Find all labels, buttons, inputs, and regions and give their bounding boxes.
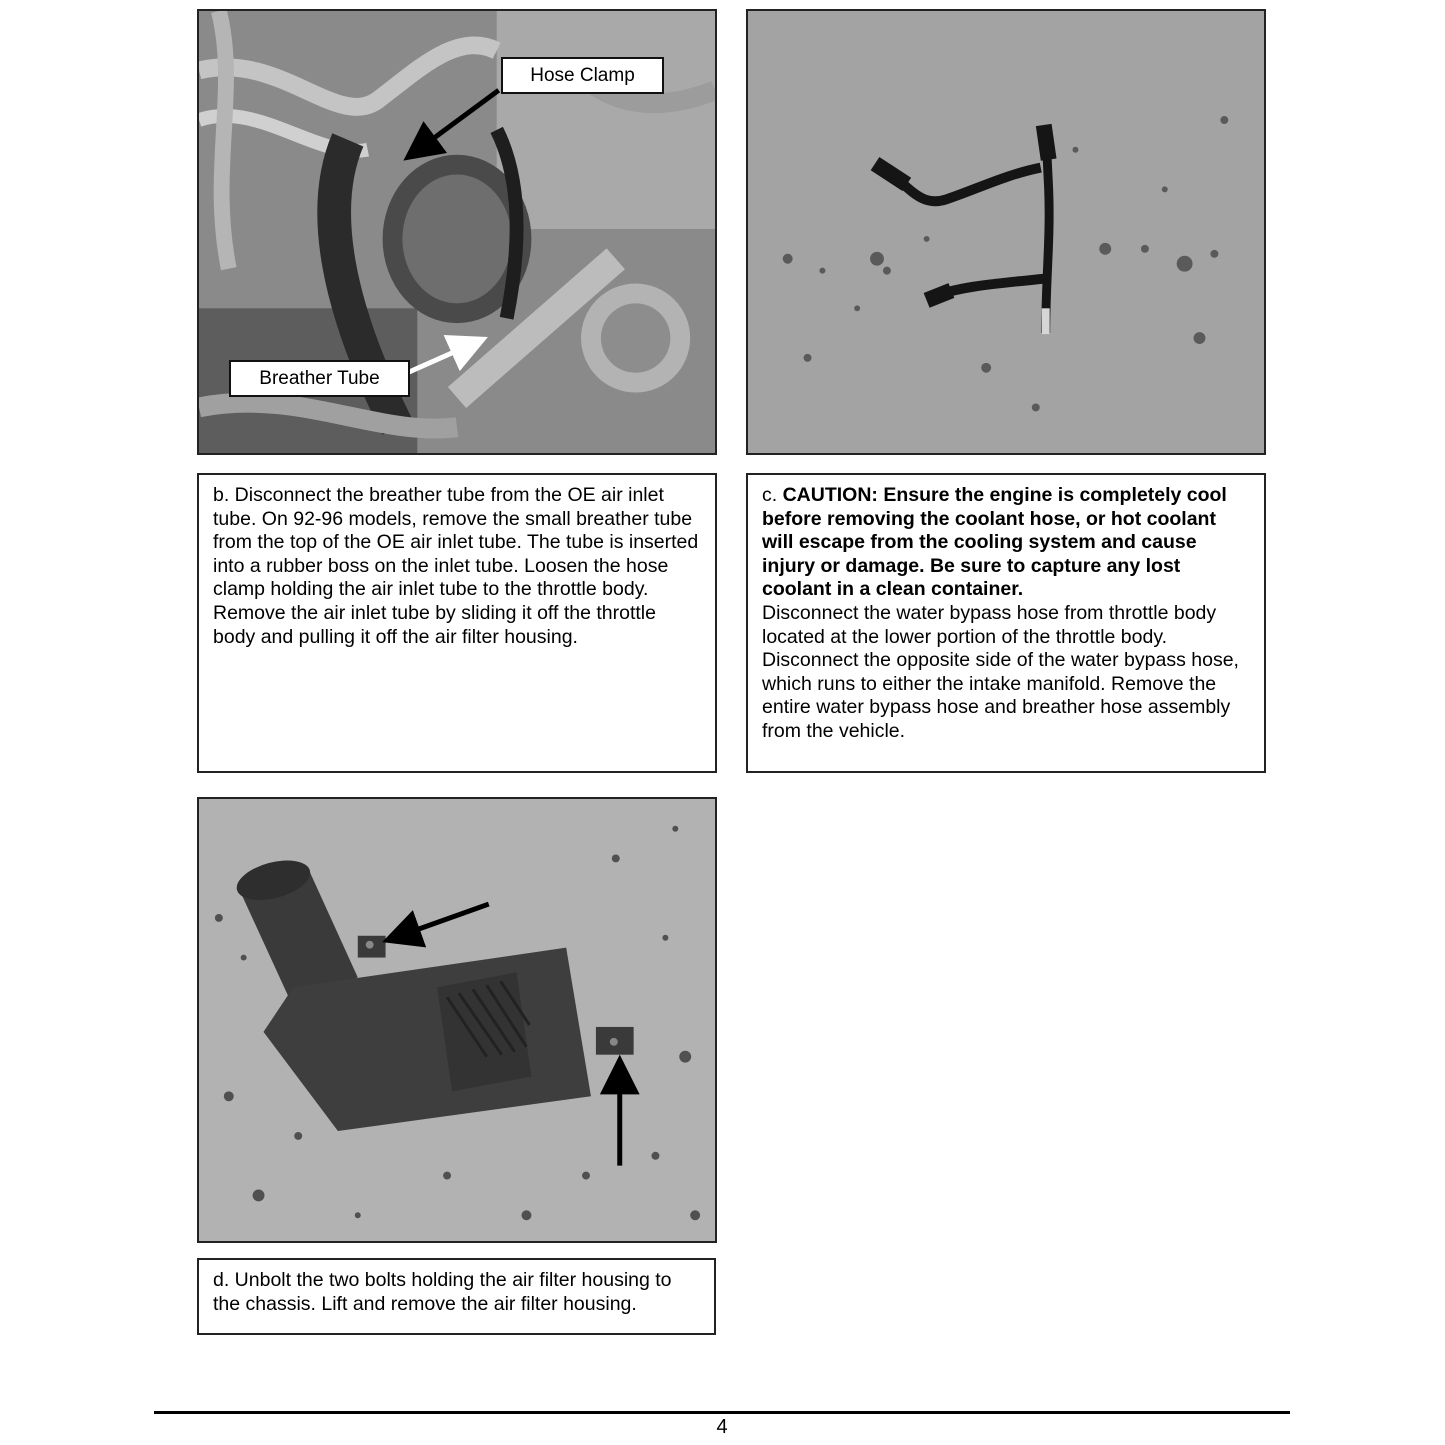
step-c-caution-text: CAUTION: Ensure the engine is completely cool before removing the coolant hose, or hot coolant will escape from the cooling system and cause injury or damage. Be sure to capture any lost coolant in a clean container.	[762, 484, 1227, 601]
page-number: 4	[716, 1416, 728, 1438]
step-c-text: Disconnect the water bypass hose from throttle body located at the lower portion of the throttle body. Disconnect the opposite side of the water bypass hose, which runs to either the intake manifold. Remove the entire water bypass hose and breather hose assembly from the vehicle.	[762, 601, 1239, 742]
footer-rule	[154, 1411, 1290, 1414]
step-d-instructions	[197, 1258, 716, 1335]
step-b-instructions	[197, 473, 717, 773]
engine-bay-photo	[197, 9, 717, 455]
bypass-hose-image	[748, 11, 1264, 453]
air-filter-housing-photo	[197, 797, 717, 1243]
step-c-prefix: c.	[762, 484, 783, 506]
air-filter-housing-image	[199, 799, 715, 1241]
step-c-caution-paragraph	[762, 484, 1250, 602]
breather-tube-callout: Breather Tube	[229, 360, 410, 397]
bypass-hose-photo	[746, 9, 1266, 455]
hose-clamp-callout: Hose Clamp	[501, 57, 664, 94]
step-b-text: b. Disconnect the breather tube from the OE air inlet tube. On 92-96 models, remove the small breather tube from the top of the OE air inlet tube. The tube is inserted into a rubber boss on the inlet tube. Loosen the hose clamp holding the air inlet tube to the throttle body. Remove the air inlet tube by sliding it off the throttle body and pulling it off the air filter housing.	[213, 484, 699, 648]
step-d-text: d. Unbolt the two bolts holding the air filter housing to the chassis. Lift and remove the air filter housing.	[213, 1269, 672, 1315]
step-c-instructions	[746, 473, 1266, 773]
